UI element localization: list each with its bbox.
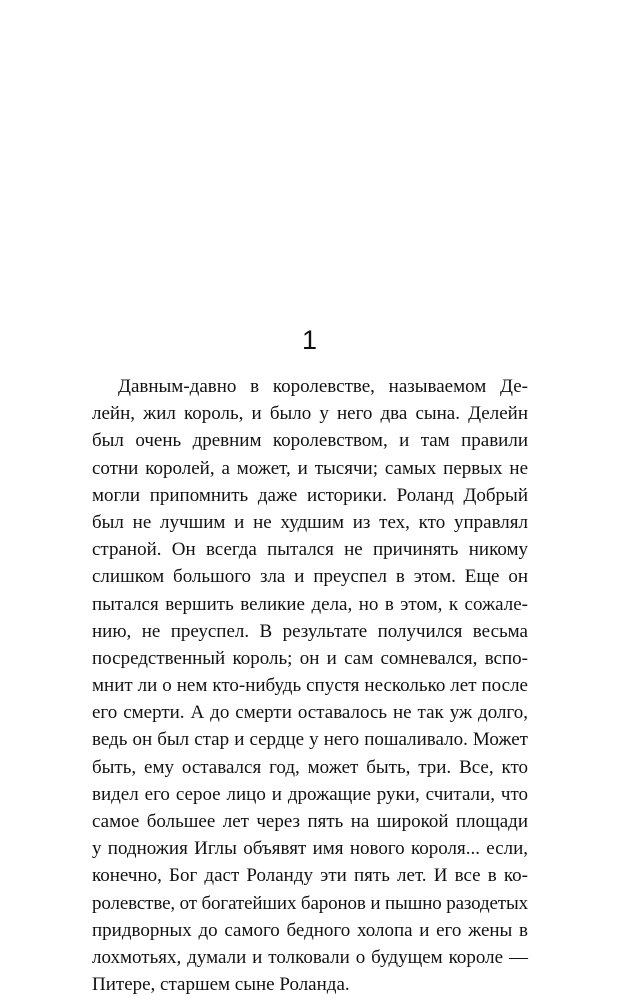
text-line: его смерти. А до смерти оставалось не так уж долго, — [92, 702, 528, 724]
text-line: самое большее лет через пять на широкой площади — [92, 811, 528, 832]
chapter-number: 1 — [301, 325, 318, 355]
text-line: нию, не преуспел. В результате получился весьма — [92, 620, 528, 642]
text-line: был не лучшим и не худшим из тех, кто управлял — [92, 511, 528, 533]
text-line: лейн, жил король, и было у него два сына. Делейн — [92, 403, 528, 425]
text-line: страной. Он всегда пытался не причинять никому — [92, 539, 528, 561]
text-line: ведь он был стар и сердце у него пошаливало. Может — [92, 729, 528, 751]
text-line: могли припомнить даже историки. Роланд Добрый — [92, 484, 528, 506]
text-line: посредственный король; он и сам сомневался, вспо- — [92, 647, 528, 669]
text-line: Давным-давно в королевстве, называемом Де- — [118, 376, 528, 397]
text-line: у подножия Иглы объявят имя нового короля... если, — [92, 838, 528, 860]
text-line: ролевстве, от богатейших баронов и пышно разодетых — [92, 892, 528, 914]
text-line: придворных до самого бедного холопа и его жены в — [92, 919, 528, 941]
text-line: видел его серое лицо и дрожащие руки, считали, что — [92, 783, 528, 805]
text-line: Питере, старшем сыне Роланда. — [92, 974, 350, 996]
text-line: лохмотьях, думали и толковали о будущем короле — — [92, 946, 528, 968]
text-line: сотни королей, а может, и тысячи; самых первых не — [92, 457, 528, 479]
text-line: мнит ли о нем кто-нибудь спустя несколько лет после — [92, 675, 528, 697]
text-line: слишком большого зла и преуспел в этом. Еще он — [92, 566, 528, 588]
text-line: пытался вершить великие дела, но в этом, к сожале- — [92, 593, 528, 615]
text-line: конечно, Бог даст Роланду эти пять лет. И все в ко- — [92, 865, 528, 887]
text-line: быть, ему оставался год, может быть, три. Все, кто — [92, 756, 528, 778]
text-line: был очень древним королевством, и там правили — [92, 430, 528, 452]
chapter-paragraph — [92, 373, 528, 998]
